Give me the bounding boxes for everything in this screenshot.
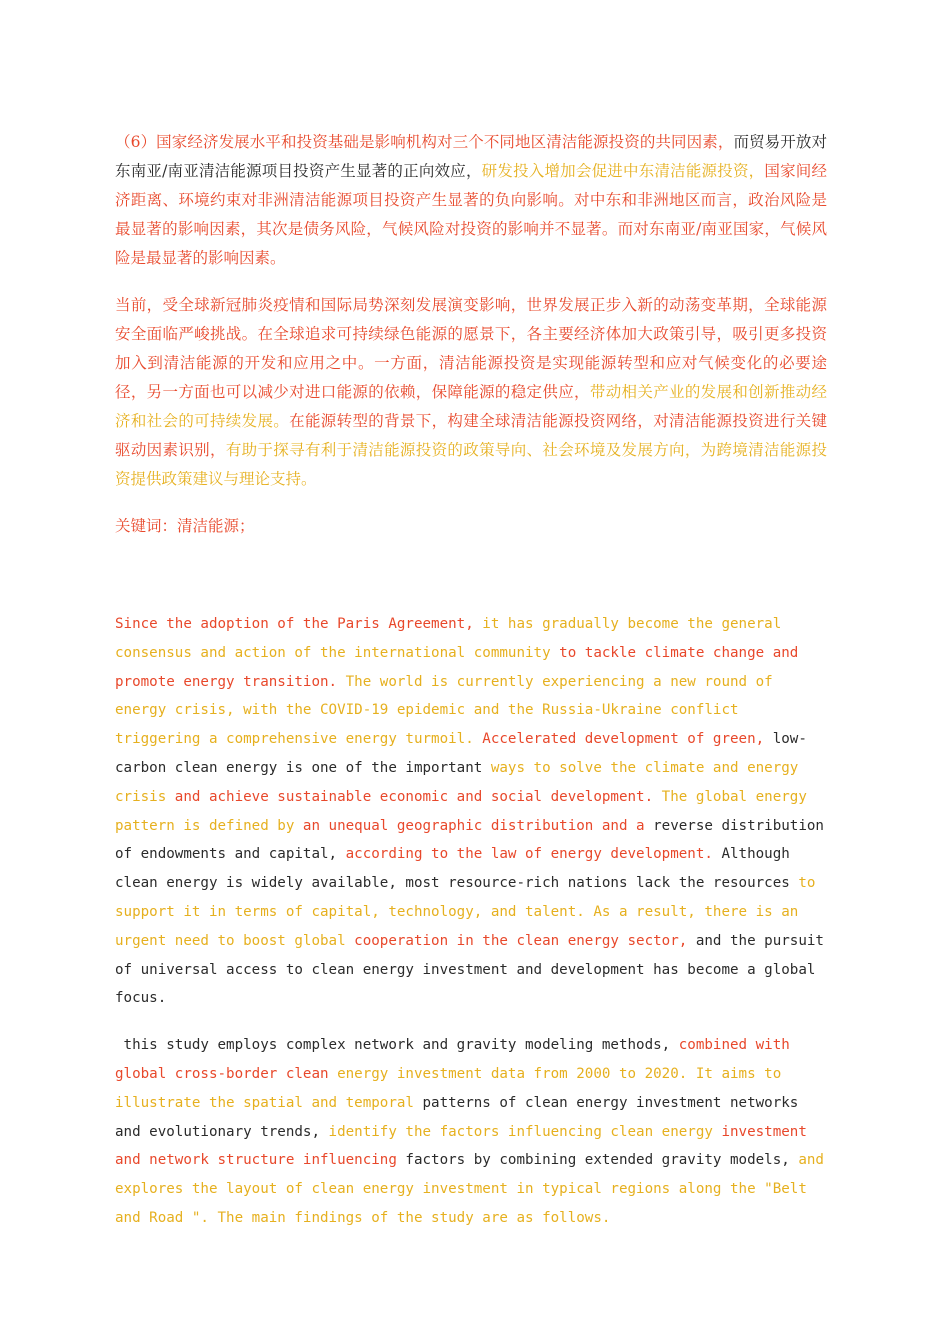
en-method-segment: combined with global cross-border clean [115,1037,799,1082]
en-method-segment: investment and network structure influencing [115,1123,816,1169]
en-background-segment: and the pursuit of universal access to clean energy investment and development has become a global focus. [115,932,833,1007]
en-method-paragraph [115,1031,833,1233]
keywords-line [115,512,827,541]
cn-summary-6-segment: （6）国家经济发展水平和投资基础是影响机构对三个不同地区清洁能源投资的共同因素， [115,133,734,151]
en-method-segment: patterns of clean energy investment networks and evolutionary trends, [115,1094,807,1140]
cn-background-segment: 带动相关产业的发展和创新推动经济和社会的可持续发展。 [115,383,827,430]
en-method-segment: this study employs complex network and gravity modeling methods, [115,1037,679,1054]
en-background-segment: The world is currently experiencing a new round of energy crisis, with the COVID-19 epidemic and the Russia-Ukraine conflict triggering a comprehensive energy turmoil. [115,673,782,748]
en-background-segment: to support it in terms of capital, technology, and talent. As a result, there is an urgent need to boost global [115,875,824,949]
en-background-segment: an unequal geographic distribution and a [302,817,654,834]
cn-summary-paragraph [115,128,827,273]
en-background-segment: reverse distribution of endowments and capital, [115,817,833,863]
en-background-segment: and achieve sustainable economic and social development. [174,788,662,805]
en-method-segment: and explores the layout of clean energy investment in typical regions along the "Belt and Road ". The main findings of the study are as follows. [115,1152,833,1226]
en-background-segment: low-carbon clean energy is one of the important [115,731,807,776]
cn-summary-6-segment: 研发投入增加会促进中东清洁能源投资， [481,162,765,180]
en-method-segment: factors by combining extended gravity models, [405,1152,799,1169]
en-background-segment: to tackle climate change and promote energy transition. [115,644,807,690]
en-background-segment: it has gradually become the general consensus and action of the international community [115,616,790,661]
en-background-paragraph [115,610,833,1013]
cn-keywords-segment: 关键词：清洁能源； [115,517,255,535]
document-page [115,128,833,1233]
cn-summary-6-segment: 国家间经济距离、环境约束对非洲清洁能源项目投资产生显著的负向影响。对中东和非洲地区而言，政治风险是最显著的影响因素，其次是债务风险，气候风险对投资的影响并不显著。而对东南亚/南亚国家，气候风险是最显著的影响因素。 [115,162,827,267]
cn-background-paragraph [115,291,827,494]
cn-background-segment: 当前，受全球新冠肺炎疫情和国际局势深刻发展演变影响，世界发展正步入新的动荡变革期，全球能源安全面临严峻挑战。在全球追求可持续绿色能源的愿景下，各主要经济体加大政策引导，吸引更多投资加入到清洁能源的开发和应用之中。一方面，清洁能源投资是实现能源转型和应对气候变化的必要途径，另一方面也可以减少对进口能源的依赖，保障能源的稳定供应， [115,296,827,401]
en-background-segment: ways to solve the climate and energy crisis [115,759,807,805]
en-method-segment: identify the factors influencing clean energy [328,1123,722,1140]
en-method-segment: energy investment data from 2000 to 2020. It aims to illustrate the spatial and temporal [115,1065,790,1111]
en-background-segment: The global energy pattern is defined by [115,788,816,834]
cn-summary-6-segment: 而贸易开放对东南亚/南亚清洁能源项目投资产生显著的正向效应， [115,133,827,180]
en-background-segment: Accelerated development of green, [482,731,773,748]
en-background-segment: cooperation in the clean energy sector, [354,932,696,949]
en-background-segment: Since the adoption of the Paris Agreement, [115,616,483,632]
en-background-segment: according to the law of energy development. [345,846,722,863]
cn-background-segment: 有助于探寻有利于清洁能源投资的政策导向、社会环境及发展方向，为跨境清洁能源投资提供政策建议与理论支持。 [115,441,827,488]
en-background-segment: Although clean energy is widely available, most resource-rich nations lack the resources [115,846,799,892]
cn-background-segment: 在能源转型的背景下，构建全球清洁能源投资网络，对清洁能源投资进行关键驱动因素识别， [115,412,827,459]
